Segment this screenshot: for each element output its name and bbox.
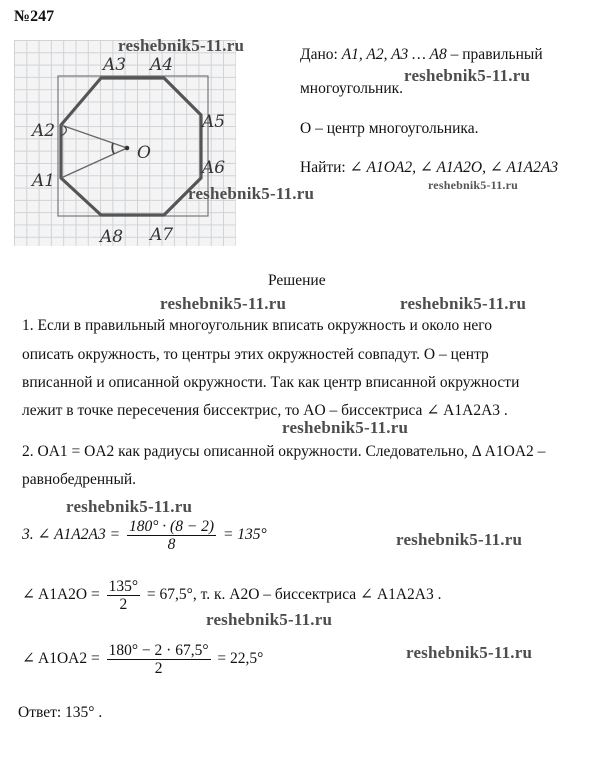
find-angles: ∠ A1OA2, ∠ A1A2O, ∠ A1A2A3: [349, 159, 559, 176]
given-center: O – центр многоугольника.: [300, 120, 479, 137]
step-4-formula: [22, 578, 442, 613]
step-4-numerator: 135°: [108, 578, 139, 595]
step-4-fraction: [107, 578, 140, 613]
step-5-fraction: [107, 642, 211, 677]
step-4-rhs: = 67,5°, т. к. A2O – биссектриса ∠ A1A2A3 .: [146, 586, 442, 604]
watermark: reshebnik5-11.ru: [396, 530, 523, 549]
step-3-rhs: = 135°: [222, 526, 267, 544]
step-3-lhs: 3. ∠ A1A2A3 =: [22, 526, 121, 544]
angle-arc: [112, 143, 114, 154]
watermark: reshebnik5-11.ru: [66, 497, 193, 516]
label-a1: A1: [32, 171, 56, 191]
label-a4: A4: [150, 55, 174, 75]
ray-o-a2: [61, 125, 127, 148]
paragraph-1-line-4: лежит в точке пересечения биссектрис, то AO – биссектриса ∠ A1A2A3 .: [22, 402, 508, 419]
octagon-sketch: [14, 40, 236, 246]
watermark: reshebnik5-11.ru: [160, 294, 287, 313]
given-line-1: [300, 46, 543, 64]
label-a5: A5: [202, 112, 226, 132]
problem-number: №247: [14, 8, 55, 25]
find-label: Найти:: [300, 159, 346, 176]
step-3-fraction: [127, 518, 216, 553]
paragraph-2-line-2: равнобедренный.: [22, 471, 137, 488]
watermark: reshebnik5-11.ru: [282, 418, 409, 437]
watermark: reshebnik5-11.ru: [400, 294, 527, 313]
watermark: reshebnik5-11.ru: [404, 66, 531, 85]
watermark: reshebnik5-11.ru: [188, 184, 315, 203]
step-5-lhs: ∠ A1OA2 =: [22, 650, 100, 668]
step-3-denominator: 8: [167, 536, 176, 553]
given-regular: – правильный: [450, 46, 543, 63]
center-point: [125, 146, 130, 151]
step-5-formula: [22, 642, 263, 677]
ray-o-a1: [61, 148, 127, 178]
step-4-lhs: ∠ A1A2O =: [22, 586, 100, 604]
step-3-numerator: 180° · (8 − 2): [128, 518, 215, 535]
watermark: reshebnik5-11.ru: [406, 643, 533, 662]
find-line: [300, 158, 558, 177]
octagon-shape: [61, 78, 201, 215]
label-a2: A2: [32, 121, 56, 141]
step-4-denominator: 2: [119, 596, 128, 613]
paragraph-2-line-1: 2. OA1 = OA2 как радиусы описанной окружности. Следовательно, Δ A1OA2 –: [22, 443, 546, 460]
label-a7: A7: [150, 225, 174, 245]
label-a6: A6: [202, 158, 226, 178]
watermark: reshebnik5-11.ru: [206, 610, 333, 629]
step-5-rhs: = 22,5°: [217, 650, 264, 668]
octagon-drawing: [14, 40, 236, 246]
paragraph-1-line-2: описать окружность, то центры этих окружностей совпадут. O – центр: [22, 346, 489, 363]
paragraph-1-line-1: 1. Если в правильный многоугольник вписать окружность и около него: [22, 317, 492, 334]
step-5-denominator: 2: [154, 660, 163, 677]
watermark: reshebnik5-11.ru: [428, 178, 518, 192]
answer: Ответ: 135° .: [18, 704, 103, 721]
given-vertices: A1, A2, A3 … A8: [341, 46, 447, 63]
solution-title: Решение: [268, 272, 326, 289]
label-o: O: [137, 143, 151, 163]
paragraph-1-line-3: вписанной и описанной окружности. Так как центр вписанной окружности: [22, 374, 520, 391]
step-5-numerator: 180° − 2 · 67,5°: [108, 642, 209, 659]
step-3-formula: [22, 518, 267, 553]
label-a8: A8: [100, 227, 124, 246]
given-label: Дано:: [300, 46, 338, 63]
label-a3: A3: [103, 55, 127, 75]
watermark: reshebnik5-11.ru: [118, 36, 245, 55]
given-line-2: многоугольник.: [300, 80, 404, 97]
